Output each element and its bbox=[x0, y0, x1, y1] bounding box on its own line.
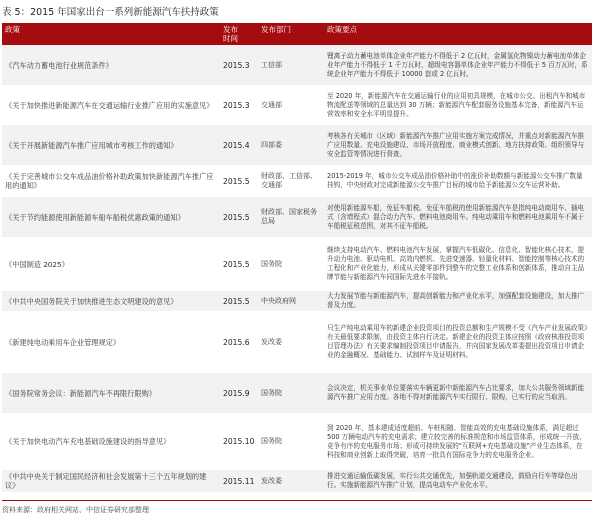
release-dept: 国务院 bbox=[258, 237, 324, 291]
policy-name: 《关于加快推进新能源汽车在交通运输行业推广应用的实施意见》 bbox=[2, 85, 220, 125]
policy-points: 推进交通运输低碳发展，实行公共交通优先，加强轨道交通建设，鼓励自行车等绿色出行。实施新能源汽车推广计划，提高电动车产业化水平。 bbox=[324, 470, 592, 492]
release-time: 2015.5 bbox=[220, 165, 258, 197]
release-time: 2015.5 bbox=[220, 197, 258, 237]
table-row bbox=[2, 373, 592, 413]
policy-name: 《关于完善城市公交车成品油价格补助政策加快新能源汽车推广应用的通知》 bbox=[2, 165, 220, 197]
release-time: 2015.9 bbox=[220, 373, 258, 413]
policy-points: 对使用新能源车船，免征车船税。免征车船税的使用新能源汽车是指纯电动商用车、插电式（含增程式）混合动力汽车、燃料电池商用车。纯电动乘用车和燃料电池乘用车不属于车船税征税范围，对其不征车船税。 bbox=[324, 197, 592, 237]
policy-points: 2015-2019 年，城市公交车成品油价格补助中的涨价补助数额与新能源公交车推广数量挂钩，中央财政对完成新能源公交车推广目标的城市给予新能源公交车运营补助。 bbox=[324, 165, 592, 197]
policy-name: 《汽车动力蓄电池行业规范条件》 bbox=[2, 45, 220, 85]
table-row bbox=[2, 470, 592, 492]
policy-name: 《中共中央国务院关于加快推进生态文明建设的意见》 bbox=[2, 291, 220, 311]
table-header-row bbox=[2, 23, 592, 45]
policy-name: 《新建纯电动乘用车企业管理规定》 bbox=[2, 311, 220, 373]
table-row bbox=[2, 45, 592, 85]
release-time: 2015.5 bbox=[220, 237, 258, 291]
table-row bbox=[2, 165, 592, 197]
release-dept: 四部委 bbox=[258, 125, 324, 165]
policy-points: 大力发展节能与新能源汽车，提高创新能力和产业化水平，加强配套设施建设，加大推广普及力度。 bbox=[324, 291, 592, 311]
release-dept: 财政部、工信部、交通部 bbox=[258, 165, 324, 197]
policy-name: 《国务院常务会议：新能源汽车不再限行限购》 bbox=[2, 373, 220, 413]
policy-name: 《关于加快电动汽车充电基础设施建设的指导意见》 bbox=[2, 413, 220, 470]
release-dept: 国务院 bbox=[258, 373, 324, 413]
policy-table bbox=[2, 23, 592, 492]
policy-name: 《中国制造 2025》 bbox=[2, 237, 220, 291]
table-row bbox=[2, 413, 592, 470]
release-dept: 国务院 bbox=[258, 413, 324, 470]
table-row bbox=[2, 85, 592, 125]
release-time: 2015.5 bbox=[220, 291, 258, 311]
source-note: 资料来源：政府相关网站、中信证券研究部整理 bbox=[2, 506, 149, 514]
header-time: 发布 时间 bbox=[220, 23, 258, 45]
release-dept: 工信部 bbox=[258, 45, 324, 85]
release-time: 2015.11 bbox=[220, 470, 258, 492]
table-title: 表 5：2015 年国家出台一系列新能源汽车扶持政策 bbox=[2, 7, 219, 18]
release-dept: 交通部 bbox=[258, 85, 324, 125]
policy-points: 至 2020 年，新能源汽车在交通运输行业的应用初具规模，在城市公交、出租汽车和城市物流配送等领域的总量达到 30 万辆；新能源汽车配套服务设施基本完备，新能源汽车运营效率和安全水平明显提升。 bbox=[324, 85, 592, 125]
release-time: 2015.4 bbox=[220, 125, 258, 165]
table-row bbox=[2, 311, 592, 373]
header-points: 政策要点 bbox=[324, 23, 592, 45]
release-time: 2015.10 bbox=[220, 413, 258, 470]
table-row bbox=[2, 197, 592, 237]
table-row bbox=[2, 125, 592, 165]
release-time: 2015.3 bbox=[220, 85, 258, 125]
header-policy: 政策 bbox=[2, 23, 220, 45]
policy-points: 锂离子动力蓄电池单体企业年产能力不得低于 2 亿瓦时，金属氢化物镍动力蓄电池单体企业年产能力不得低于 1 千万瓦时，超级电容器单体企业年产能力不得低于 5 百万瓦时，系统企业年产能力不得低于 10000 套或 2 亿瓦时。 bbox=[324, 45, 592, 85]
release-time: 2015.3 bbox=[220, 45, 258, 85]
policy-points: 继续支持电动汽车、燃料电池汽车发展，掌握汽车低碳化、信息化、智能化核心技术，提升动力电池、驱动电机、高效内燃机、先进变速器、轻量化材料、智能控制等核心技术的工程化和产业化能力，形成从关键零部件到整车的完整工业体系和创新体系，推动自主品牌节能与新能源汽车同国际先进水平接轨。 bbox=[324, 237, 592, 291]
header-dept: 发布部门 bbox=[258, 23, 324, 45]
policy-name: 《关于节约能源使用新能源车船车船税优惠政策的通知》 bbox=[2, 197, 220, 237]
table-row bbox=[2, 291, 592, 311]
policy-points: 到 2020 年，基本建成适度超前、车桩相随、智能高效的充电基础设施体系，满足超过 500 万辆电动汽车的充电需求；建立较完善的标准规范和市场监管体系，形成统一开放、竞争有序的充电服务市场；形成可持续发展的"互联网+充电基础设施"产业生态体系，在科技和商业创新上取得突破，培育一批具有国际竞争力的充电服务企业。 bbox=[324, 413, 592, 470]
policy-points: 考核各有关城市（区域）新能源汽车推广应用实施方案完成情况，并重点对新能源汽车推广应用数量、充电设施建设、市场开放程度、商业模式创新、地方扶持政策、组织领导与安全监管等情况进行督查。 bbox=[324, 125, 592, 165]
release-time: 2015.6 bbox=[220, 311, 258, 373]
table-row bbox=[2, 237, 592, 291]
release-dept: 发改委 bbox=[258, 470, 324, 492]
policy-points: 只生产纯电动乘用车的新建企业投资项目的投资总额和生产规模不受《汽车产业发展政策》有关最低要求限制，由投资主体自行决定。新建企业的投资主体应按照《政府核准投资项目管理办法》有关要求编制投资项目申请报告，并向国家发展改革委提出投资项目申请企业的金融概况、基础能力、试制样车及证明材料。 bbox=[324, 311, 592, 373]
bottom-rule bbox=[2, 500, 592, 501]
policy-name: 《关于开展新能源汽车推广应用城市考核工作的通知》 bbox=[2, 125, 220, 165]
policy-points: 会议决定，机关事业单位要落实车辆更新中新能源汽车占比要求，加大公共服务领域新能源汽车推广应用力度。各地不得对新能源汽车实行限行、限购，已实行的应当取消。 bbox=[324, 373, 592, 413]
release-dept: 发改委 bbox=[258, 311, 324, 373]
release-dept: 财政部、国家税务总局 bbox=[258, 197, 324, 237]
release-dept: 中央政府网 bbox=[258, 291, 324, 311]
policy-name: 《中共中央关于制定国民经济和社会发展第十三个五年规划的建议》 bbox=[2, 470, 220, 492]
